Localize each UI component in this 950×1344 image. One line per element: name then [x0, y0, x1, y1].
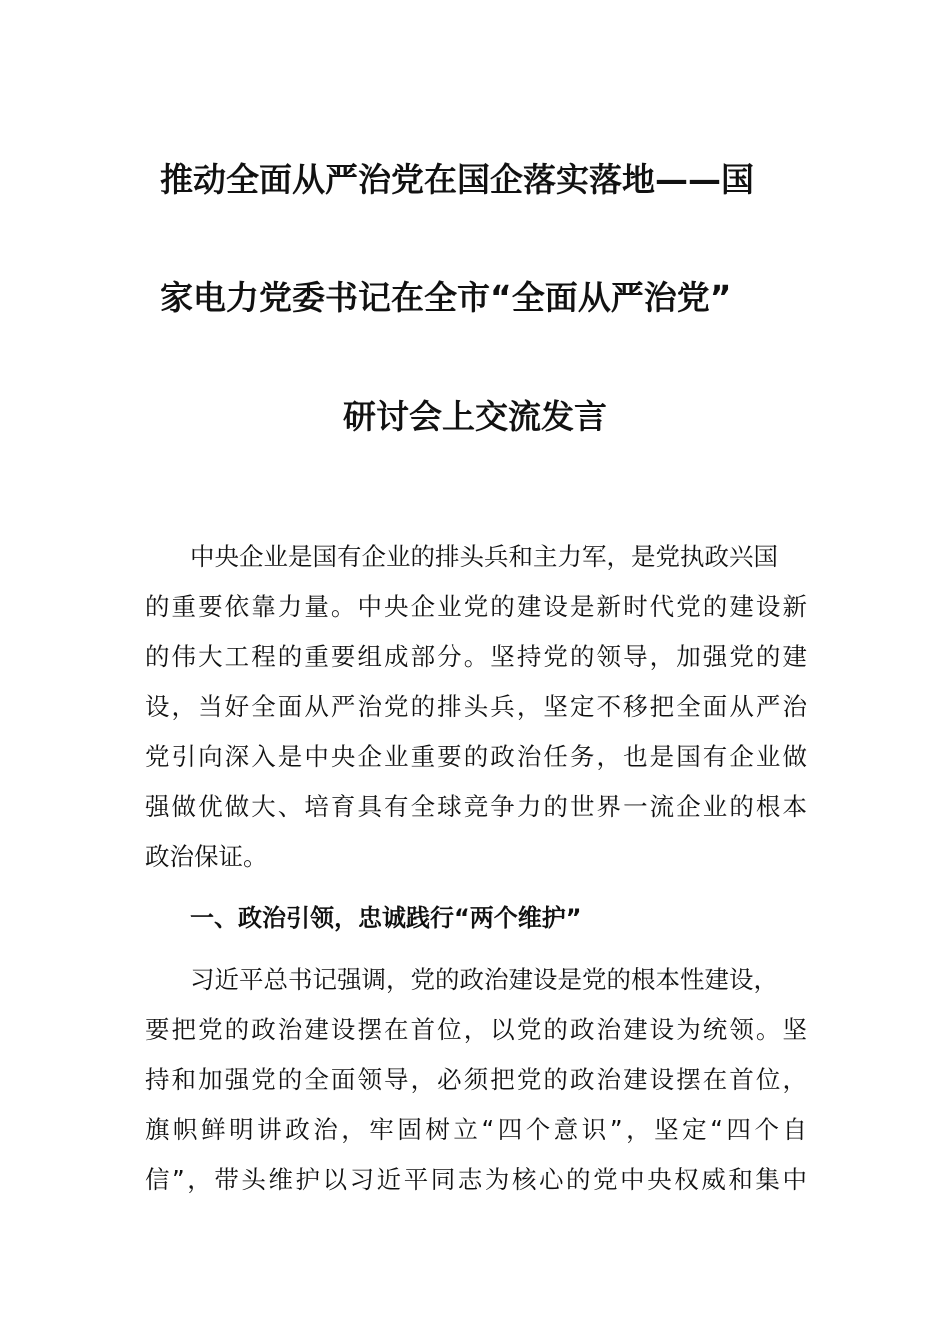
paragraph-2-line-3: 持和加强党的全面领导，必须把党的政治建设摆在首位， — [145, 1065, 807, 1094]
paragraph-2-line-2: 要把党的政治建设摆在首位，以党的政治建设为统领。坚 — [145, 1015, 807, 1044]
document-title-line-3: 研讨会上交流发言 — [343, 397, 607, 436]
section-heading-1: 一、政治引领，忠诚践行“两个维护” — [190, 904, 582, 932]
paragraph-1-line-7: 政治保证。 — [145, 842, 268, 871]
paragraph-1-line-4: 设，当好全面从严治党的排头兵，坚定不移把全面从严治 — [145, 692, 807, 721]
paragraph-1-line-3: 的伟大工程的重要组成部分。坚持党的领导，加强党的建 — [145, 642, 807, 671]
paragraph-1-line-2: 的重要依靠力量。中央企业党的建设是新时代党的建设新 — [145, 592, 807, 621]
paragraph-1-line-5: 党引向深入是中央企业重要的政治任务，也是国有企业做 — [145, 742, 807, 771]
paragraph-2-line-5: 信”，带头维护以习近平同志为核心的党中央权威和集中 — [145, 1165, 807, 1194]
document-title-line-2: 家电力党委书记在全市“全面从严治党” — [160, 278, 732, 317]
paragraph-2-line-4: 旗帜鲜明讲政治，牢固树立“四个意识”，坚定“四个自 — [145, 1115, 807, 1144]
paragraph-1-line-1: 中央企业是国有企业的排头兵和主力军，是党执政兴国 — [190, 542, 778, 571]
paragraph-2-line-1: 习近平总书记强调，党的政治建设是党的根本性建设， — [190, 965, 778, 994]
document-title-line-1: 推动全面从严治党在国企落实落地——国 — [160, 160, 754, 199]
paragraph-1-line-6: 强做优做大、培育具有全球竞争力的世界一流企业的根本 — [145, 792, 807, 821]
